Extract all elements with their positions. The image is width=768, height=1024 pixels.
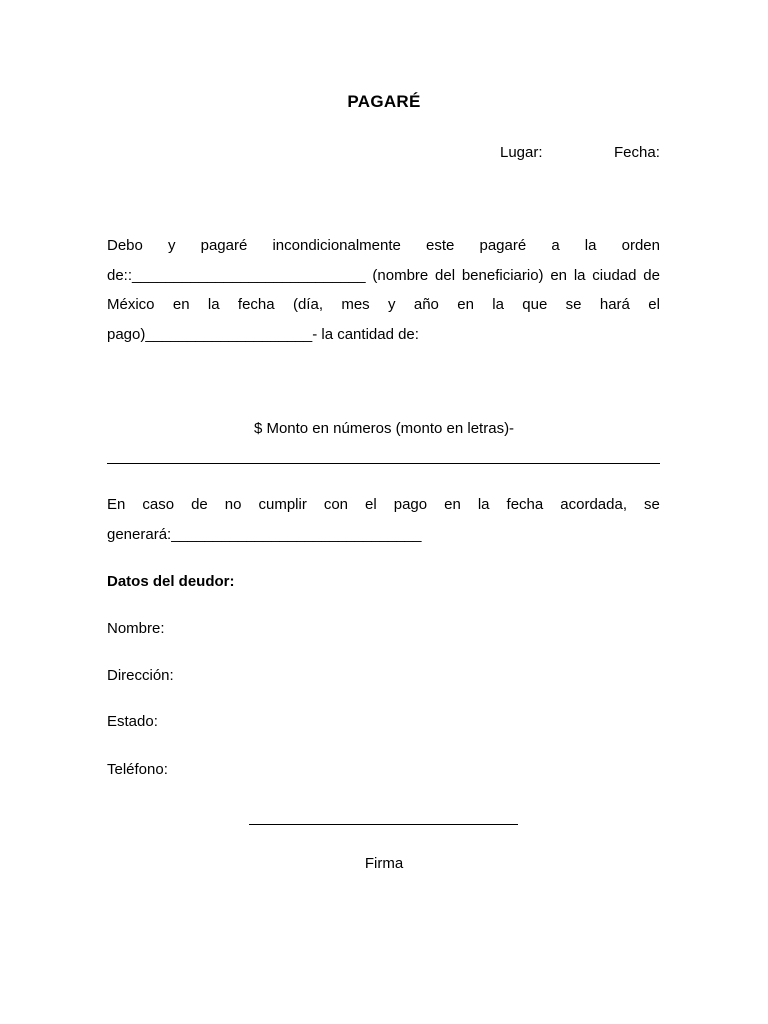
word: se	[565, 296, 582, 313]
word: beneficiario)	[461, 267, 544, 284]
word: la	[573, 267, 586, 284]
word: mes	[341, 296, 370, 313]
paragraph1-line4: pago)____________________- la cantidad de:	[107, 326, 419, 343]
word: el	[648, 296, 660, 313]
word: cumplir	[258, 496, 307, 513]
word: incondicionalmente	[272, 237, 401, 254]
word: pago	[393, 496, 428, 513]
word: de::____________________________	[107, 267, 366, 284]
word: que	[522, 296, 548, 313]
paragraph2-line1	[107, 496, 660, 513]
word: el	[365, 496, 377, 513]
word: en	[444, 496, 461, 513]
word: hará	[599, 296, 630, 313]
word: fecha	[506, 496, 544, 513]
word: pagaré	[479, 237, 527, 254]
word: fecha	[237, 296, 275, 313]
debtor-field-nombre: Nombre:	[107, 620, 165, 637]
word: y	[167, 237, 176, 254]
word: la	[584, 237, 597, 254]
word: con	[323, 496, 349, 513]
lugar-label: Lugar:	[500, 144, 543, 161]
debtor-heading: Datos del deudor:	[107, 573, 235, 590]
word: de	[643, 267, 660, 284]
debtor-field-direccion: Dirección:	[107, 667, 174, 684]
word: en	[550, 267, 568, 284]
word: México	[107, 296, 155, 313]
word: en	[457, 296, 474, 313]
word: y	[388, 296, 396, 313]
word: la	[492, 296, 504, 313]
word: ciudad	[592, 267, 637, 284]
debtor-field-telefono: Teléfono:	[107, 761, 168, 778]
word: se	[644, 496, 660, 513]
paragraph1-line3	[107, 296, 660, 313]
document-title: PAGARÉ	[347, 92, 421, 111]
word: caso	[142, 496, 175, 513]
word: (nombre	[372, 267, 429, 284]
fecha-label: Fecha:	[614, 144, 660, 161]
word: no	[224, 496, 242, 513]
word: este	[426, 237, 455, 254]
paragraph1-line2	[107, 267, 660, 284]
word: orden	[621, 237, 660, 254]
word: (día,	[292, 296, 323, 313]
word: pagaré	[200, 237, 248, 254]
word: en	[172, 296, 190, 313]
paragraph1-line1	[107, 237, 660, 254]
amount-rule	[107, 463, 660, 464]
word: Debo	[107, 237, 143, 254]
signature-line	[249, 824, 518, 825]
word: de	[191, 496, 208, 513]
word: año	[413, 296, 439, 313]
signature-label: Firma	[364, 855, 404, 872]
word: la	[477, 496, 490, 513]
amount-line: $ Monto en números (monto en letras)-	[253, 420, 515, 437]
word: a	[551, 237, 560, 254]
debtor-field-estado: Estado:	[107, 713, 158, 730]
word: del	[435, 267, 456, 284]
word: En	[107, 496, 126, 513]
word: acordada,	[560, 496, 627, 513]
paragraph2-line2: generará:______________________________	[107, 526, 422, 543]
word: la	[207, 296, 220, 313]
